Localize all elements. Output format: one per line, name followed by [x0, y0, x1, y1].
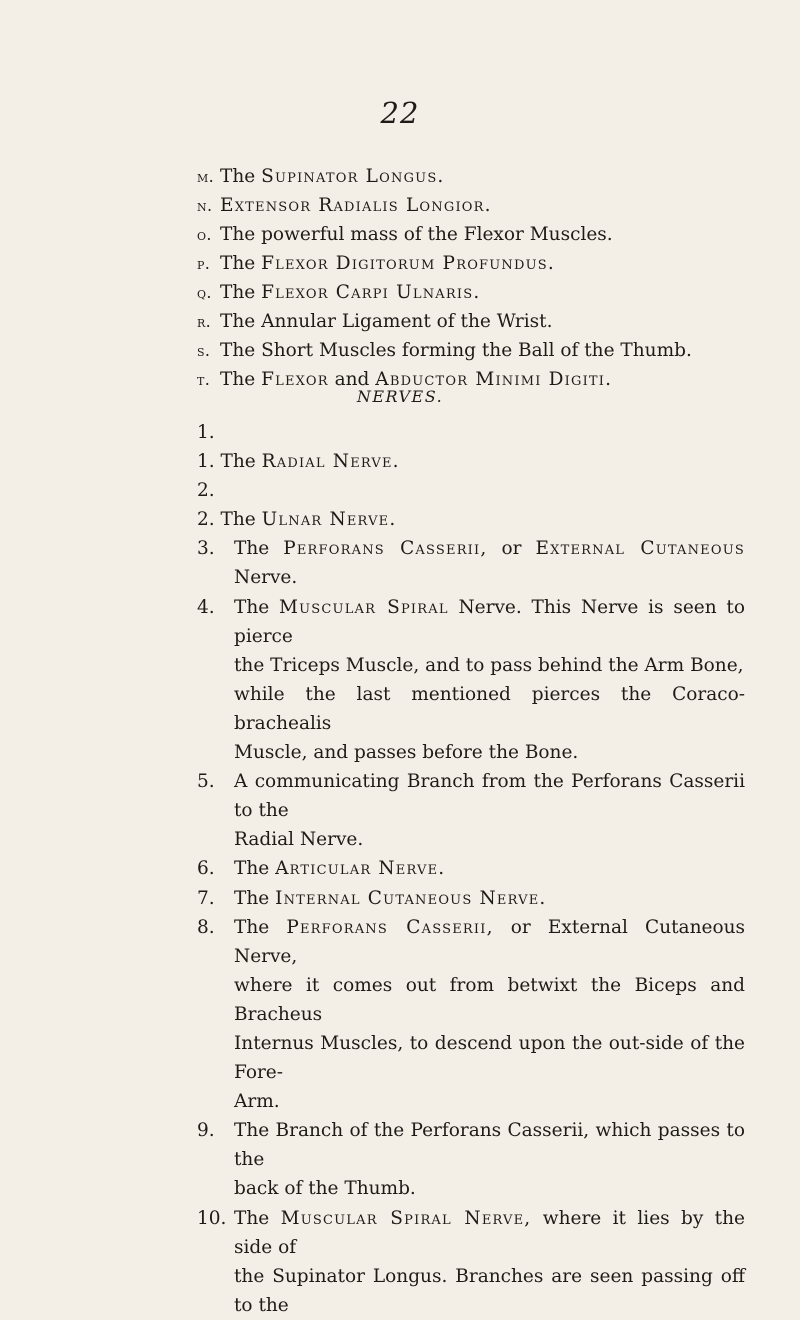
small-caps-text: Internal Cutaneous Nerve.	[275, 887, 547, 909]
legend-number: 8.	[197, 916, 215, 938]
legend-key: o.	[197, 225, 212, 244]
text-line	[234, 884, 745, 913]
legend-key: s.	[197, 341, 211, 360]
legend-number: 5.	[197, 771, 215, 793]
text-line	[234, 738, 745, 767]
legend-number: 4.	[197, 596, 215, 618]
small-caps-text: Muscular Spiral Nerve,	[280, 1207, 532, 1229]
text: The	[220, 166, 262, 187]
text-line	[234, 854, 745, 883]
text: Nerve.	[234, 567, 298, 589]
small-caps-text: Flexor	[261, 369, 329, 390]
text-line	[234, 971, 745, 1029]
nerve-legend-item	[197, 1204, 745, 1320]
legend-key: q.	[197, 283, 212, 302]
muscle-legend-item	[197, 249, 745, 278]
muscle-legend-item	[197, 220, 745, 249]
legend-key: n.	[197, 196, 213, 215]
nerve-legend-item	[197, 593, 745, 768]
text: the Triceps Muscle, and to pass behind the Arm Bone,	[234, 654, 744, 676]
text: The Branch of the Perforans Casserii, which passes to the	[234, 1120, 745, 1171]
nerve-legend-item	[197, 884, 745, 913]
text-line	[234, 1174, 745, 1203]
nerve-legend-item	[197, 418, 745, 476]
text: The	[220, 253, 262, 274]
nerve-legend-item	[197, 767, 745, 854]
text-line	[234, 1116, 745, 1174]
text: or	[487, 538, 536, 560]
text: The	[234, 1207, 281, 1229]
small-caps-text: Extensor Radialis Longior.	[220, 195, 492, 216]
text-line	[234, 680, 745, 738]
text: The	[220, 282, 262, 303]
text-line	[234, 534, 745, 592]
nerve-legend-item	[197, 1116, 745, 1203]
nerve-legend-item	[197, 913, 745, 1117]
small-caps-text: Ulnar Nerve.	[261, 509, 397, 531]
text-line	[234, 767, 745, 825]
text-line	[234, 651, 745, 680]
text: 1. The	[197, 451, 262, 473]
text: back of the Thumb.	[234, 1178, 416, 1200]
nerve-legend-item	[197, 476, 745, 534]
small-caps-text: Perforans Casserii,	[283, 538, 488, 560]
text: Muscle, and passes before the Bone.	[234, 742, 579, 764]
text: The Annular Ligament of the Wrist.	[220, 311, 553, 332]
text: A communicating Branch from the Perforans Casserii to the	[234, 771, 745, 822]
nerve-legend-item	[197, 854, 745, 883]
legend-number: 2.	[197, 480, 215, 502]
text: where it lies by the side of	[234, 1207, 745, 1258]
muscle-legend-item	[197, 162, 745, 191]
text: Internus Muscles, to descend upon the out-side of the Fore-	[234, 1032, 745, 1084]
text: Arm.	[234, 1091, 280, 1113]
legend-key: t.	[197, 370, 211, 389]
text-line	[234, 913, 745, 971]
legend-number: 1.	[197, 422, 215, 443]
section-title: NERVES.	[356, 387, 444, 406]
legend-key: r.	[197, 312, 212, 331]
text: and	[328, 369, 376, 390]
text: 2. The	[197, 509, 262, 531]
small-caps-text: Perforans Casserii,	[286, 916, 494, 938]
legend-number: 10.	[197, 1207, 227, 1229]
text: Nerve. This Nerve is seen to pierce	[234, 596, 745, 647]
text: The	[220, 369, 262, 390]
legend-key: p.	[197, 254, 211, 273]
small-caps-text: Flexor Carpi Ulnaris.	[261, 282, 481, 303]
text: The	[234, 858, 276, 880]
small-caps-text: Flexor Digitorum Profundus.	[261, 253, 555, 274]
text-line	[197, 505, 745, 534]
text: The	[234, 538, 284, 560]
text-line	[234, 1029, 745, 1087]
muscle-legend-item	[197, 307, 745, 336]
legend-number: 6.	[197, 858, 215, 880]
nerve-legend-item	[197, 534, 745, 592]
legend-key: m.	[197, 167, 215, 186]
text-line	[234, 1262, 745, 1320]
page-number: 22	[380, 96, 420, 130]
text-line	[234, 1204, 745, 1262]
text: The	[234, 916, 287, 938]
text-line	[234, 825, 745, 854]
text-line	[234, 593, 745, 651]
text: The	[234, 887, 276, 909]
text-line	[197, 447, 745, 476]
legend-number: 7.	[197, 887, 215, 909]
text: The	[234, 596, 279, 618]
small-caps-text: Abductor Minimi Digiti.	[375, 369, 613, 390]
text: Radial Nerve.	[234, 829, 364, 851]
text: or External Cutaneous Nerve,	[234, 916, 745, 967]
text: The powerful mass of the Flexor Muscles.	[220, 224, 613, 245]
small-caps-text: Radial Nerve.	[261, 451, 400, 473]
small-caps-text: Muscular Spiral	[279, 596, 449, 618]
legend-number: 3.	[197, 538, 215, 560]
text: the Supinator Longus. Branches are seen passing off to the	[234, 1265, 745, 1316]
small-caps-text: Articular Nerve.	[275, 858, 446, 880]
muscle-legend-item	[197, 336, 745, 365]
text: while the last mentioned pierces the Coraco-brachealis	[234, 683, 745, 734]
muscle-legend-item	[197, 191, 745, 220]
text: where it comes out from betwixt the Biceps and Bracheus	[234, 974, 745, 1025]
muscle-legend-item	[197, 278, 745, 307]
legend-number: 9.	[197, 1120, 215, 1142]
small-caps-text: Supinator Longus.	[261, 166, 445, 187]
nerve-legend-list	[197, 418, 745, 1320]
small-caps-text: External Cutaneous	[535, 538, 745, 560]
text: The Short Muscles forming the Ball of the Thumb.	[220, 340, 692, 361]
muscle-legend-list	[197, 162, 745, 394]
